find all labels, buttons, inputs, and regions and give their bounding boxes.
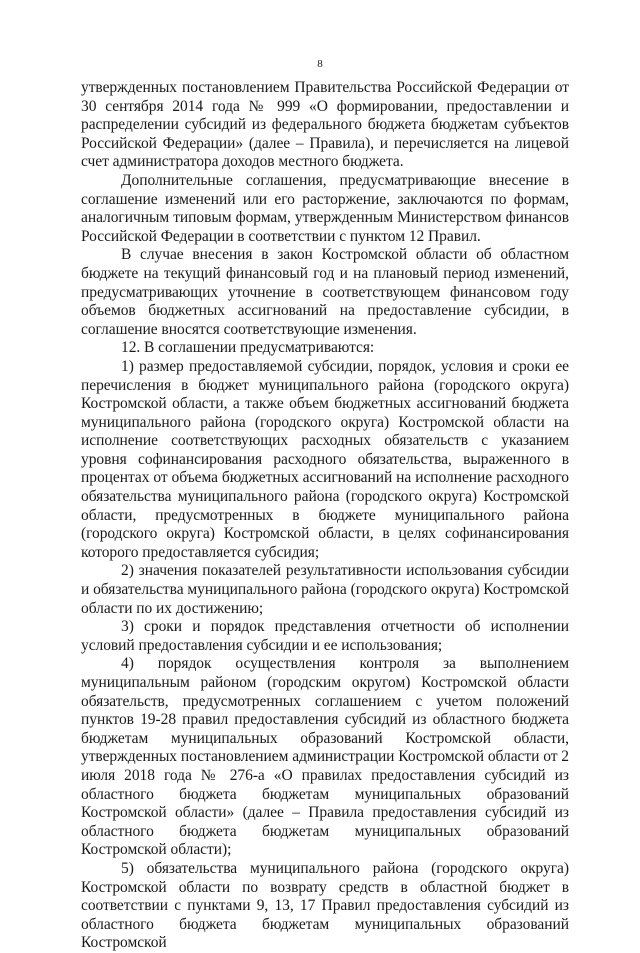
document-body	[81, 79, 569, 953]
paragraph-item-12-4: 4) порядок осуществления контроля за выполнением муниципальным районом (городским округом) Костромской области обязательств, предусмотренных соглашением с учетом положений пунктов 19-28 правил предоставления субсидий из областного бюджета бюджетам муниципальных образований Костромской области, утвержденных постановлением администрации Костромской области от 2 июля 2018 года № 276-а «О правилах предоставления субсидий из областного бюджета бюджетам муниципальных образований Костромской области» (далее – Правила предоставления субсидий из областного бюджета бюджетам муниципальных образований Костромской области);	[81, 655, 569, 859]
paragraph-item-12-heading: 12. В соглашении предусматриваются:	[121, 339, 375, 357]
paragraph-item-12-5: 5) обязательства муниципального района (городского округа) Костромской области по возврату средств в областной бюджет в соответствии с пунктами 9, 13, 17 Правил предоставления субсидий из областного бюджета бюджетам муниципальных образований Костромской	[81, 859, 569, 952]
paragraph-item-12-1: 1) размер предоставляемой субсидии, порядок, условия и сроки ее перечисления в бюджет муниципального района (городского округа) Костромской области, а также объем бюджетных ассигнований бюджета муниципального района (городского округа) Костромской области на исполнение соответствующих расходных обязательств с указанием уровня софинансирования расходного обязательства, выраженного в процентах от объема бюджетных ассигнований на исполнение расходного обязательства муниципального района (городского округа) Костромской области, предусмотренных в бюджете муниципального района (городского округа) Костромской области, в целях софинансирования которого предоставляется субсидия;	[81, 357, 569, 561]
paragraph-item-12-3: 3) сроки и порядок представления отчетности об исполнении условий предоставления субсидии и ее использования;	[81, 618, 569, 654]
paragraph-rules-reference: утвержденных постановлением Правительства Российской Федерации от 30 сентября 2014 года № 999 «О формировании, предоставлении и распределении субсидий из федерального бюджета бюджетам субъектов Российской Федерации» (далее – Правила), и перечисляется на лицевой счет администратора доходов местного бюджета.	[81, 79, 569, 171]
paragraph-budget-law-changes: В случае внесения в закон Костромской области об областном бюджете на текущий финансовый год и на плановый период изменений, предусматривающих уточнение в соответствующем финансовом году объемов бюджетных ассигнований на предоставление субсидии, в соглашение вносятся соответствующие изменения.	[81, 246, 569, 338]
paragraph-additional-agreements: Дополнительные соглашения, предусматривающие внесение в соглашение изменений или его расторжение, заключаются по формам, аналогичным типовым формам, утвержденным Министерством финансов Российской Федерации в соответствии с пунктом 12 Правил.	[81, 171, 569, 245]
paragraph-item-12-2: 2) значения показателей результативности использования субсидии и обязательства муниципального района (городского округа) Костромской области по их достижению;	[81, 562, 569, 617]
page-number: 8	[317, 58, 323, 70]
